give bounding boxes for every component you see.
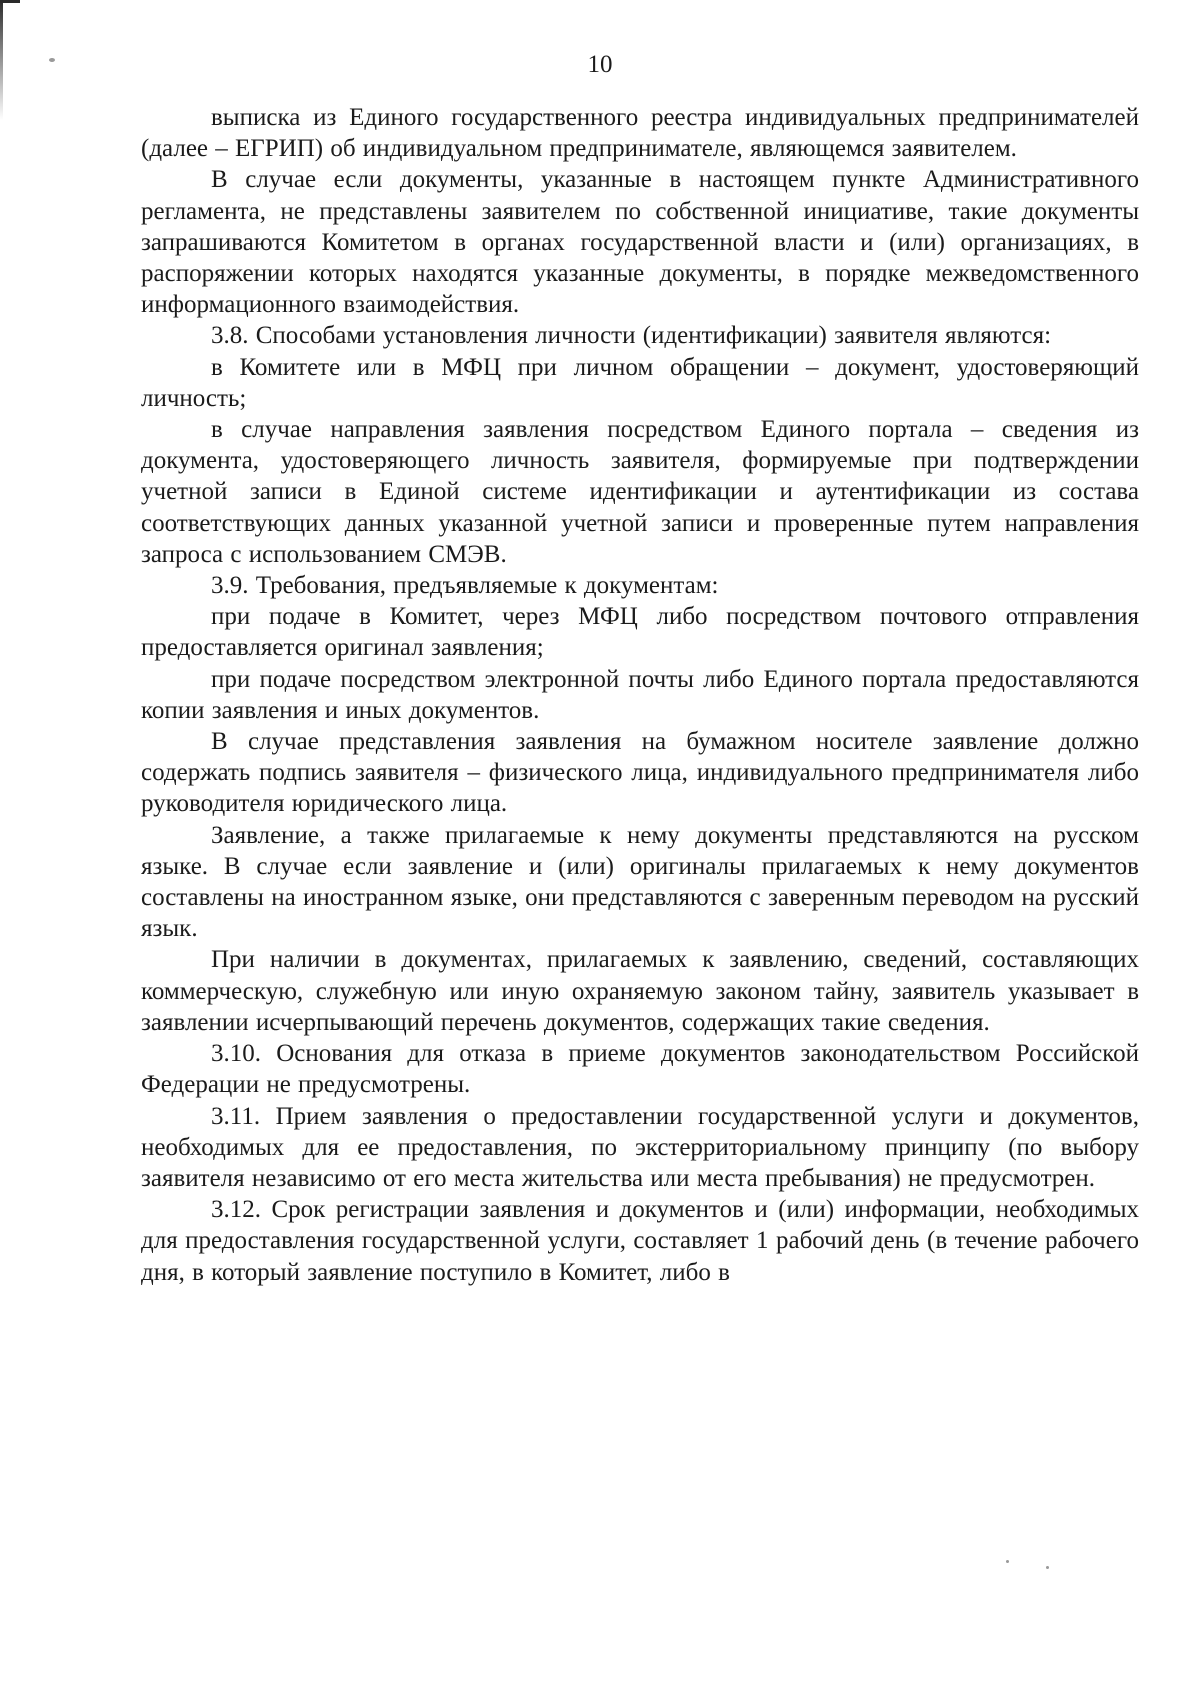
- paragraph-3-12: 3.12. Срок регистрации заявления и документов и (или) информации, необходимых для предоставления государственной услуги, составляет 1 рабочий день (в течение рабочего дня, в который заявление поступило в Комитет, либо в: [141, 1196, 1139, 1286]
- page-number: 10: [587, 51, 613, 78]
- scan-border-top: [0, 0, 20, 3]
- paragraph-egrip-extract: выписка из Единого государственного реестра индивидуальных предпринимателей (далее – ЕГРИП) об индивидуальном предпринимателе, являющемся заявителем.: [141, 104, 1139, 163]
- paragraph-3-11: 3.11. Прием заявления о предоставлении государственной услуги и документов, необходимых для ее предоставления, по экстерриториальному принципу (по выбору заявителя независимо от его места жительства или места пребывания) не предусмотрен.: [141, 1102, 1139, 1192]
- document-body: [141, 102, 1139, 1288]
- paragraph-3-9-copies: при подаче посредством электронной почты либо Единого портала предоставляются копии заявления и иных документов.: [141, 665, 1139, 724]
- scan-speck: [1006, 1560, 1009, 1563]
- scan-speck: [1046, 1566, 1049, 1569]
- paragraph-russian-language: Заявление, а также прилагаемые к нему документы представляются на русском языке. В случае если заявление и (или) оригиналы прилагаемых к нему документов составлены на иностранном языке, они представляются с заверенным переводом на русский язык.: [141, 821, 1139, 943]
- paragraph-interagency-request: В случае если документы, указанные в настоящем пункте Административного регламента, не представлены заявителем по собственной инициативе, такие документы запрашиваются Комитетом в органах государственной власти и (или) организациях, в распоряжении которых находятся указанные документы, в порядке межведомственного информационного взаимодействия.: [141, 166, 1139, 319]
- paragraph-3-10: 3.10. Основания для отказа в приеме документов законодательством Российской Федерации не предусмотрены.: [141, 1040, 1139, 1099]
- paragraph-confidential-info: При наличии в документах, прилагаемых к заявлению, сведений, составляющих коммерческую, служебную или иную охраняемую законом тайну, заявитель указывает в заявлении исчерпывающий перечень документов, содержащих такие сведения.: [141, 946, 1139, 1036]
- paragraph-paper-signature: В случае представления заявления на бумажном носителе заявление должно содержать подпись заявителя – физического лица, индивидуального предпринимателя либо руководителя юридического лица.: [141, 728, 1139, 818]
- paragraph-3-9-heading: 3.9. Требования, предъявляемые к документам:: [211, 572, 719, 600]
- paragraph-3-9-original: при подаче в Комитет, через МФЦ либо посредством почтового отправления предоставляется оригинал заявления;: [141, 603, 1139, 662]
- paragraph-3-8-heading: 3.8. Способами установления личности (идентификации) заявителя являются:: [211, 322, 1052, 350]
- paragraph-3-8-in-person: в Комитете или в МФЦ при личном обращении – документ, удостоверяющий личность;: [141, 353, 1139, 412]
- paragraph-3-8-portal: в случае направления заявления посредством Единого портала – сведения из документа, удостоверяющего личность заявителя, формируемые при подтверждении учетной записи в Единой системе идентификации и аутентификации из состава соответствующих данных указанной учетной записи и проверенные путем направления запроса с использованием СМЭВ.: [141, 416, 1139, 568]
